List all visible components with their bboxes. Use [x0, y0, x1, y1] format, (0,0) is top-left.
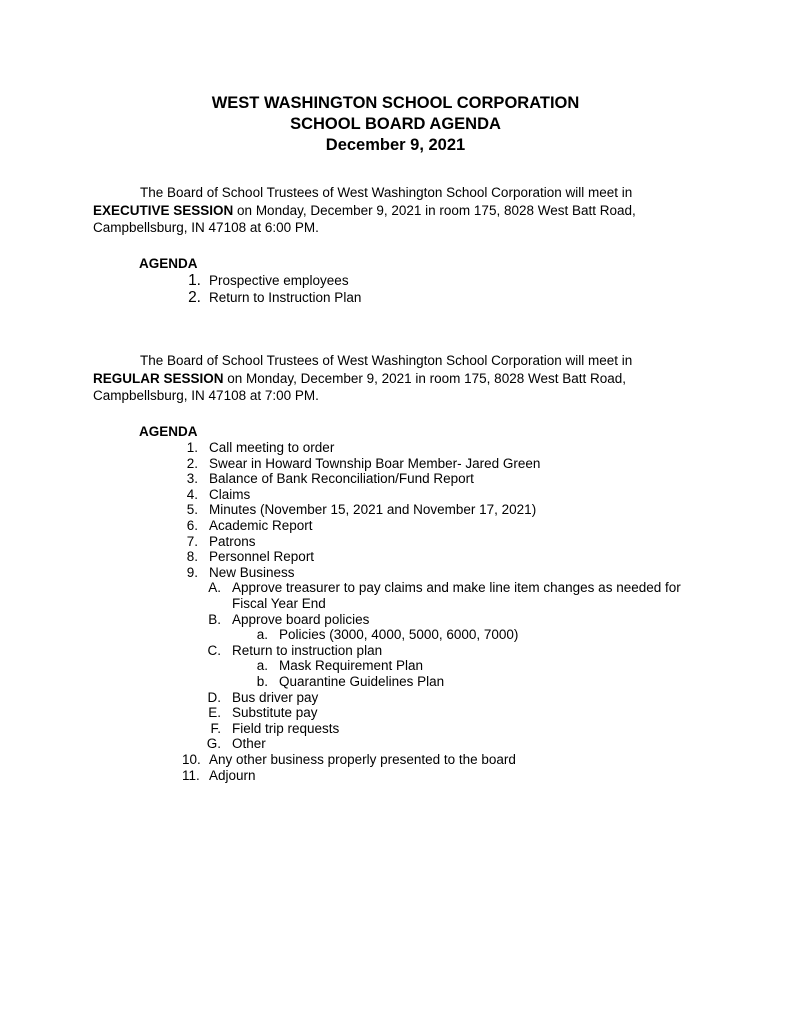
- list-item-number: D.: [207, 689, 221, 705]
- executive-session-notice: [93, 184, 653, 237]
- list-item-number: C.: [207, 642, 221, 658]
- list-item-text: Other: [232, 736, 266, 752]
- list-item: [0, 658, 791, 674]
- list-item-text: Any other business properly presented to the board: [209, 752, 516, 767]
- list-item-text: Substitute pay: [232, 705, 318, 721]
- list-item-text: Mask Requirement Plan: [279, 658, 424, 674]
- regular-session-notice: [93, 352, 653, 405]
- list-item: [0, 580, 791, 596]
- list-item: [0, 456, 791, 472]
- list-item: [0, 518, 791, 534]
- list-item: [0, 627, 791, 643]
- list-item: [0, 752, 791, 768]
- list-item-number: 7.: [186, 533, 198, 549]
- regular-session-label: REGULAR SESSION: [93, 370, 224, 386]
- regular-session-location: Campbellsburg, IN 47108 at 7:00 PM.: [93, 388, 319, 403]
- list-item: [0, 440, 791, 456]
- regular-agenda-heading: AGENDA: [139, 424, 198, 439]
- list-item-text: Patrons: [209, 533, 256, 549]
- list-item: [0, 768, 791, 784]
- list-item-text: Return to Instruction Plan: [209, 290, 362, 305]
- list-item: [0, 612, 791, 628]
- executive-intro: The Board of School Trustees of West Washington School Corporation will meet in: [140, 185, 633, 200]
- list-item: [0, 705, 791, 721]
- executive-session-location: Campbellsburg, IN 47108 at 6:00 PM.: [93, 220, 319, 235]
- list-item: [0, 471, 791, 487]
- regular-session-details: on Monday, December 9, 2021 in room 175, 8028 West Batt Road,: [223, 370, 627, 386]
- list-item-text: Swear in Howard Township Boar Member- Jared Green: [209, 455, 541, 471]
- list-item: [0, 643, 791, 659]
- list-item-text: Approve board policies: [232, 611, 370, 627]
- regular-intro: The Board of School Trustees of West Washington School Corporation will meet in: [140, 353, 633, 368]
- list-item: [0, 690, 791, 706]
- title-line-agenda: SCHOOL BOARD AGENDA: [290, 115, 501, 133]
- list-item: [0, 502, 791, 518]
- list-item-text: Field trip requests: [232, 720, 340, 736]
- list-item-text: Balance of Bank Reconciliation/Fund Report: [209, 471, 474, 487]
- list-item-text: Fiscal Year End: [232, 596, 326, 611]
- document-title: [0, 93, 791, 156]
- list-item-number: B.: [208, 611, 221, 627]
- list-item-number: F.: [210, 720, 221, 736]
- list-item-text: Return to instruction plan: [232, 642, 383, 658]
- list-item-text: Adjourn: [209, 767, 256, 783]
- list-item-number: 2.: [186, 455, 198, 471]
- list-item: [0, 487, 791, 503]
- list-item-number: b.: [256, 674, 268, 689]
- list-item-number: E.: [208, 705, 221, 721]
- list-item: [0, 549, 791, 565]
- title-line-date: December 9, 2021: [325, 136, 466, 154]
- list-item-text: Bus driver pay: [232, 689, 319, 705]
- list-item: [0, 721, 791, 737]
- executive-session-details: on Monday, December 9, 2021 in room 175, 8028 West Batt Road,: [233, 202, 636, 218]
- list-item: [0, 736, 791, 752]
- list-item-text: Personnel Report: [209, 549, 315, 565]
- list-item-number: a.: [256, 627, 268, 643]
- list-item-number: a.: [256, 658, 268, 674]
- executive-session-label: EXECUTIVE SESSION: [93, 202, 234, 218]
- list-item-number: 8.: [186, 549, 198, 565]
- list-item-number: 2.: [188, 289, 201, 306]
- list-item: [0, 565, 791, 581]
- list-item-text: Approve treasurer to pay claims and make line item changes as needed for: [232, 580, 681, 596]
- list-item-number: 11.: [182, 767, 200, 783]
- list-item-number: 6.: [186, 518, 198, 533]
- list-item-text: Academic Report: [209, 518, 313, 533]
- list-item-number: 3.: [186, 471, 198, 487]
- list-item-number: 5.: [186, 502, 198, 518]
- list-item: [0, 596, 791, 612]
- list-item-text: Call meeting to order: [209, 440, 335, 455]
- list-item-number: 1.: [186, 440, 198, 455]
- list-item-number: 9.: [186, 564, 198, 580]
- executive-agenda-heading: AGENDA: [139, 256, 198, 271]
- list-item-text: Quarantine Guidelines Plan: [279, 674, 445, 689]
- list-item-text: Claims: [209, 486, 251, 502]
- title-line-organization: WEST WASHINGTON SCHOOL CORPORATION: [211, 94, 580, 112]
- list-item-number: 4.: [186, 486, 198, 502]
- list-item: [0, 674, 791, 690]
- list-item-text: New Business: [209, 564, 295, 580]
- list-item: [0, 290, 791, 306]
- list-item: [0, 273, 791, 289]
- list-item-number: G.: [206, 736, 221, 752]
- list-item-number: 10.: [182, 752, 201, 767]
- list-item: [0, 534, 791, 550]
- list-item-text: Prospective employees: [209, 273, 349, 288]
- list-item-text: Policies (3000, 4000, 5000, 6000, 7000): [279, 627, 519, 643]
- list-item-text: Minutes (November 15, 2021 and November 17, 2021): [209, 502, 537, 518]
- list-item-number: A.: [208, 580, 221, 596]
- list-item-number: 1.: [188, 272, 201, 289]
